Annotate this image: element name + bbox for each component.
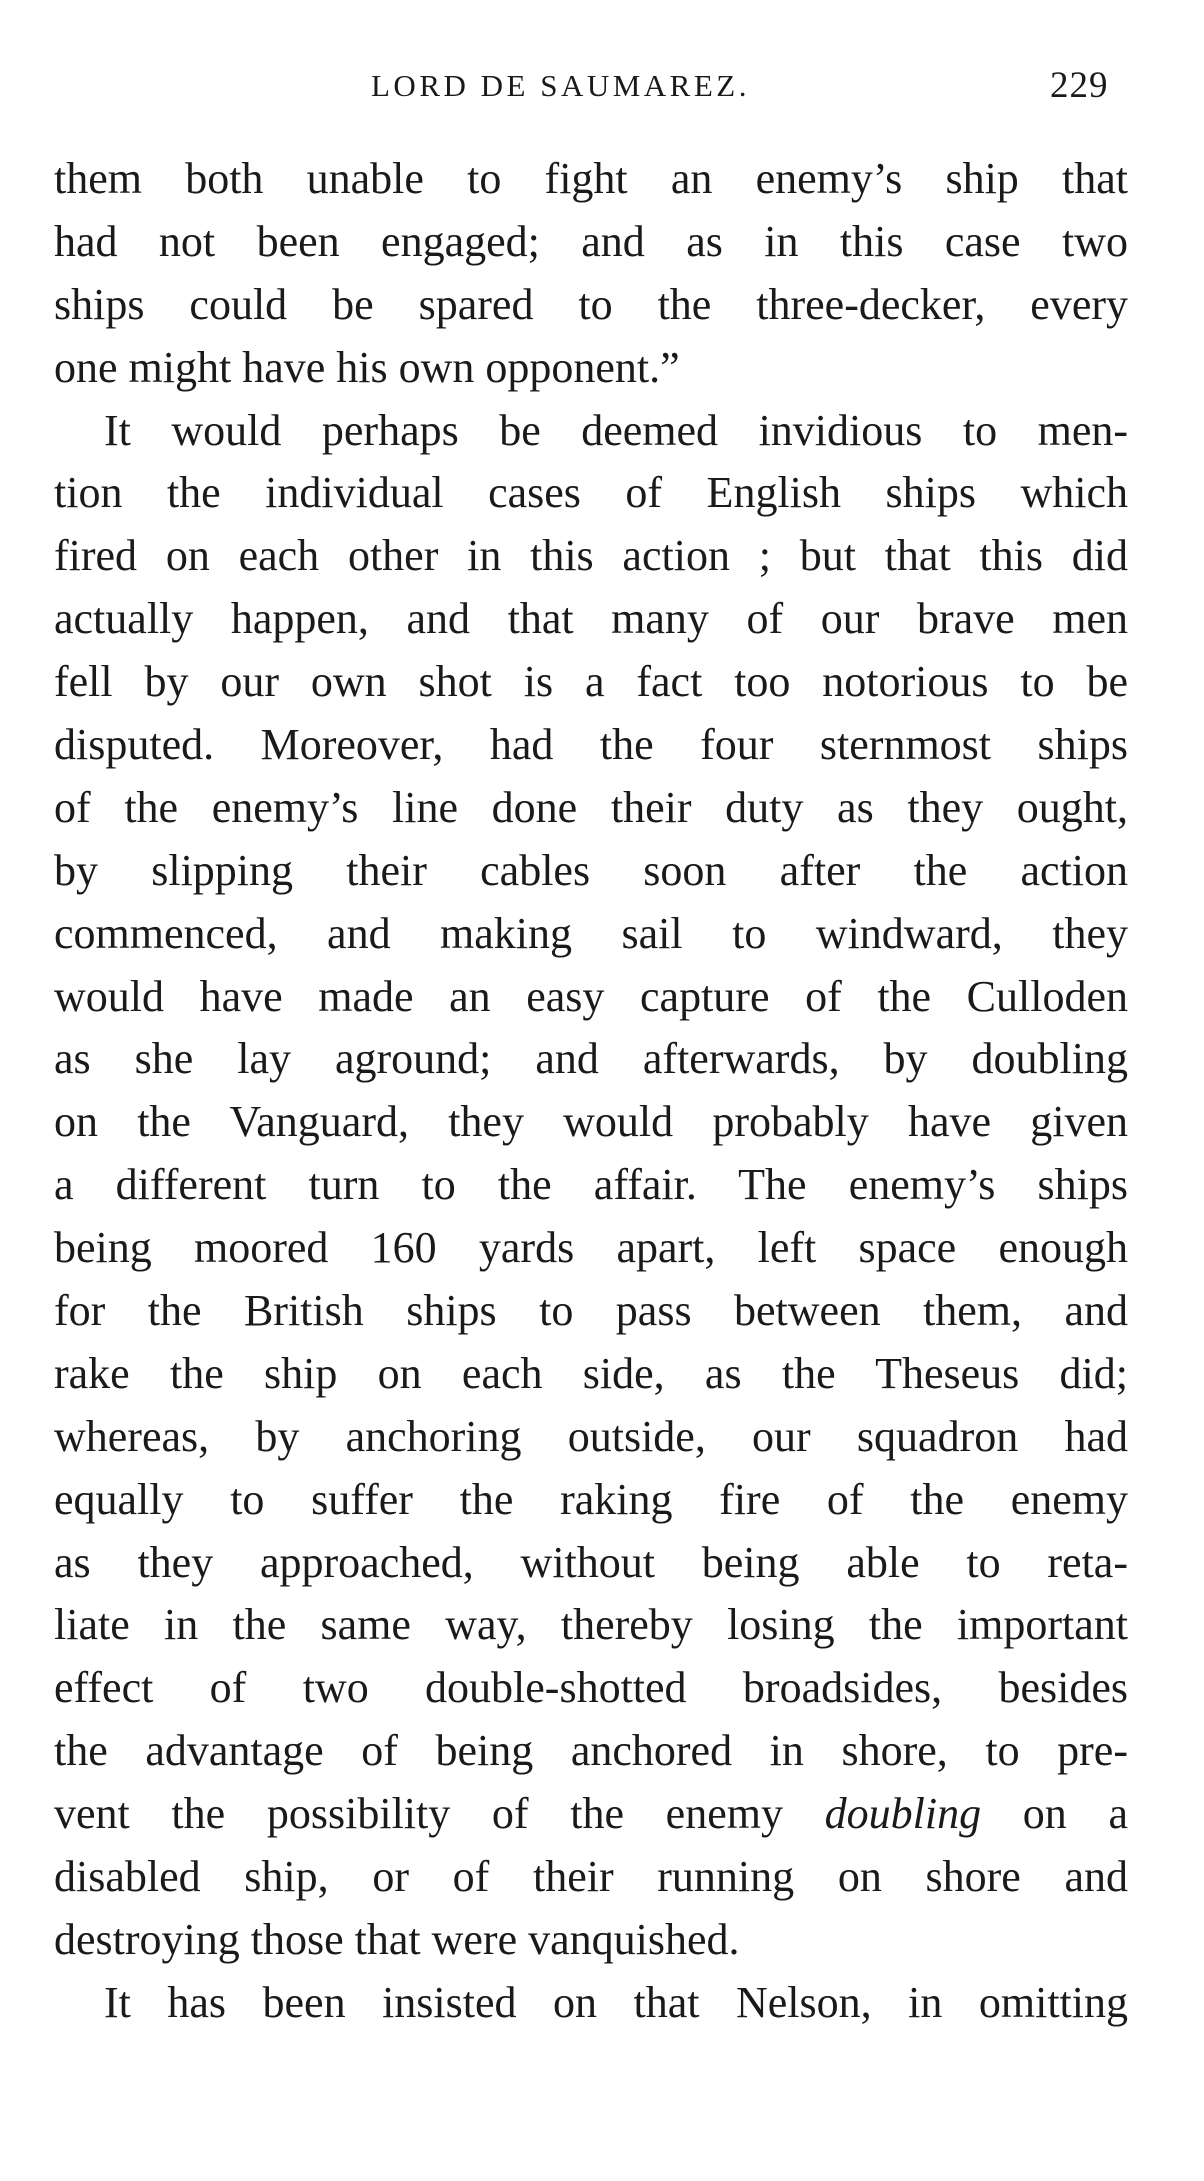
emphasized-word: doubling — [824, 1789, 982, 1839]
text-line: It has been insisted on that Nelson, in omitting — [104, 1977, 1128, 2027]
text-segment: vent the possibility of the enemy — [54, 1789, 783, 1839]
text-line: for the British ships to pass between them, and — [54, 1286, 1128, 1336]
text-line: whereas, by anchoring outside, our squadron had — [54, 1411, 1128, 1461]
text-line: disputed. Moreover, had the four sternmost ships — [54, 720, 1128, 770]
text-line: one might have his own opponent.” — [54, 342, 680, 392]
text-line: on the Vanguard, they would probably have given — [54, 1097, 1128, 1147]
text-line: disabled ship, or of their running on shore and — [54, 1852, 1128, 1902]
text-line: by slipping their cables soon after the action — [54, 845, 1128, 895]
text-line: effect of two double-shotted broadsides, besides — [54, 1663, 1128, 1713]
page-number: 229 — [1050, 65, 1109, 106]
text-segment: on a — [1022, 1789, 1129, 1839]
text-line: the advantage of being anchored in shore, to pre- — [54, 1726, 1128, 1776]
text-line: destroying those that were vanquished. — [54, 1914, 740, 1964]
text-line: fired on each other in this action ; but that this did — [54, 531, 1128, 581]
running-title: LORD DE SAUMAREZ. — [371, 68, 750, 103]
text-line: had not been engaged; and as in this case two — [54, 216, 1128, 266]
text-line: tion the individual cases of English ships which — [54, 468, 1128, 518]
text-line: would have made an easy capture of the Culloden — [54, 971, 1128, 1021]
text-line: being moored 160 yards apart, left space enough — [54, 1223, 1128, 1273]
text-line: a different turn to the affair. The enemy’s ships — [54, 1160, 1128, 1210]
text-line: liate in the same way, thereby losing the important — [54, 1600, 1128, 1650]
text-line: as they approached, without being able to reta- — [54, 1537, 1128, 1587]
text-line-with-emphasis — [54, 1783, 1128, 1846]
text-line: as she lay aground; and afterwards, by doubling — [54, 1034, 1128, 1084]
body-text — [54, 148, 1128, 2035]
text-line: equally to suffer the raking fire of the enemy — [54, 1474, 1128, 1524]
text-line: commenced, and making sail to windward, they — [54, 908, 1128, 958]
text-line: ships could be spared to the three-decker, every — [54, 279, 1128, 329]
text-line: fell by our own shot is a fact too notorious to be — [54, 657, 1128, 707]
text-line: It would perhaps be deemed invidious to men- — [104, 405, 1128, 455]
text-line: rake the ship on each side, as the Theseus did; — [54, 1348, 1128, 1398]
text-line: them both unable to fight an enemy’s ship that — [54, 154, 1128, 203]
text-line: of the enemy’s line done their duty as they ought, — [54, 782, 1128, 832]
running-head — [0, 66, 1204, 116]
text-line: actually happen, and that many of our brave men — [54, 594, 1128, 644]
